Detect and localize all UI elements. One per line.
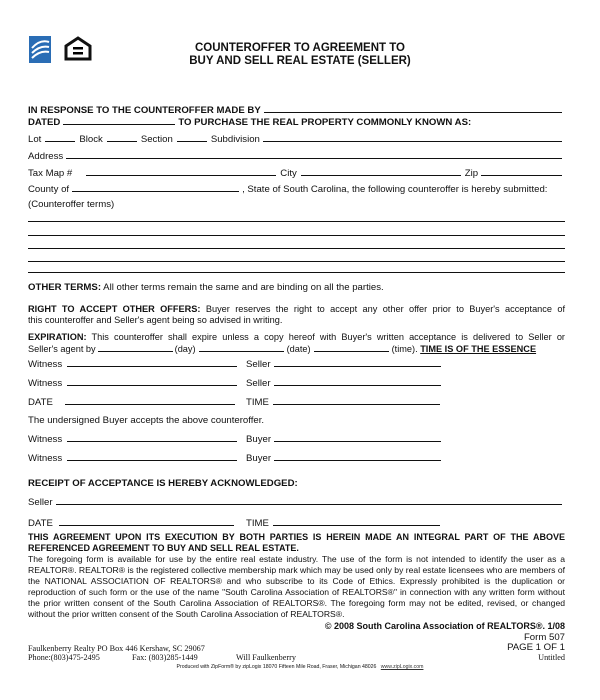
address-row: Address [28, 150, 565, 162]
fax: Fax: (803)285-1449 [132, 653, 198, 662]
copyright: © 2008 South Carolina Association of REALTORS®. 1/08 [324, 621, 565, 631]
witness-4: Witness [28, 452, 237, 464]
receipt-heading: RECEIPT OF ACCEPTANCE IS HEREBY ACKNOWLEDGED: [28, 478, 298, 489]
terms-line[interactable] [28, 221, 565, 222]
date-2: DATE [28, 517, 234, 529]
city-field[interactable] [301, 167, 461, 176]
county-row: County of , State of South Carolina, the following counteroffer is hereby submitted: [28, 184, 548, 195]
terms-line[interactable] [28, 235, 565, 236]
receipt-seller: Seller [28, 496, 565, 508]
undersigned-text: The undersigned Buyer accepts the above counteroffer. [28, 415, 265, 426]
taxmap-row: Tax Map # City Zip [28, 167, 565, 179]
subdivision-field[interactable] [263, 133, 562, 142]
block-field[interactable] [107, 133, 137, 142]
time-1: TIME [246, 396, 440, 408]
ziplogix-link[interactable]: www.zipLogix.com [380, 664, 424, 670]
produced-by: Produced with ZipForm® by zipLogix 18070 Fifteen Mile Road, Fraser, Michigan 48026 www.zipLogix.com [176, 664, 424, 670]
terms-line[interactable] [28, 261, 565, 262]
counteroffer-by-field[interactable] [264, 104, 562, 113]
form-number: Form 507 [523, 632, 565, 643]
witness-1: Witness [28, 358, 237, 370]
buyer-2: Buyer [246, 452, 441, 464]
document-name: Untitled [538, 653, 565, 662]
response-row: IN RESPONSE TO THE COUNTEROFFER MADE BY [28, 104, 565, 116]
terms-line[interactable] [28, 272, 565, 273]
lot-field[interactable] [45, 133, 75, 142]
buyer-1: Buyer [246, 433, 441, 445]
dated-row: DATED TO PURCHASE THE REAL PROPERTY COMMONLY KNOWN AS: [28, 117, 472, 128]
right-to-accept: RIGHT TO ACCEPT OTHER OFFERS: Buyer reserves the right to accept any other offer prior to Buyer's acceptance of this counteroffer and Seller's agent being so advised in writing. [28, 304, 565, 325]
address-field[interactable] [66, 150, 562, 159]
terms-label: (Counteroffer terms) [28, 199, 115, 210]
taxmap-field[interactable] [86, 167, 276, 176]
phone: Phone:(803)475-2495 [28, 653, 100, 662]
expiration: EXPIRATION: This counteroffer shall expire unless a copy hereof with Buyer's written acceptance is delivered to Seller or Seller's agent by (day) (date) (time). TIME IS OF THE ESSENCE [28, 332, 565, 354]
form-title: COUNTEROFFER TO AGREEMENT TO BUY AND SELL REAL ESTATE (SELLER) [189, 42, 411, 67]
disclaimer: The foregoing form is available for use by the entire real estate industry. The use of the form is not intended to identify the user as a REALTOR®. REALTOR® is the registered collective membership mark which may be used only by real estate licensees who are members of the NATIONAL ASSOCIATION OF REALTORS® and who subscribe to its Code of Ethics. Expressly prohibited is the duplication or reproduction of such form or the use of the name "South Carolina Association of REALTORS®" in connection with any written form without the prior written consent of the South Carolina Association of REALTORS®. The foregoing form may not be edited, revised, or changed without the prior written consent of the South Carolina Association of REALTORS®. [28, 554, 565, 620]
page-number: PAGE 1 OF 1 [507, 642, 565, 653]
lot-row: Lot Block Section Subdivision [28, 133, 565, 145]
agent-name: Will Faulkenberry [236, 653, 296, 662]
seller-2: Seller [246, 377, 441, 389]
terms-line[interactable] [28, 248, 565, 249]
company: Faulkenberry Realty PO Box 446 Kershaw, SC 29067 [28, 644, 205, 653]
other-terms: OTHER TERMS: All other terms remain the same and are binding on all the parties. [28, 282, 384, 293]
county-field[interactable] [72, 183, 239, 192]
time-2: TIME [246, 517, 440, 529]
witness-2: Witness [28, 377, 237, 389]
zip-field[interactable] [481, 167, 562, 176]
agreement-heading: THIS AGREEMENT UPON ITS EXECUTION BY BOTH PARTIES IS HEREIN MADE AN INTEGRAL PART OF THE ABOVE REFERENCED AGREEMENT TO BUY AND SELL REAL ESTATE. [28, 532, 565, 553]
date-1: DATE [28, 396, 235, 408]
seller-1: Seller [246, 358, 441, 370]
section-field[interactable] [177, 133, 207, 142]
dated-field[interactable] [63, 116, 175, 125]
witness-3: Witness [28, 433, 237, 445]
